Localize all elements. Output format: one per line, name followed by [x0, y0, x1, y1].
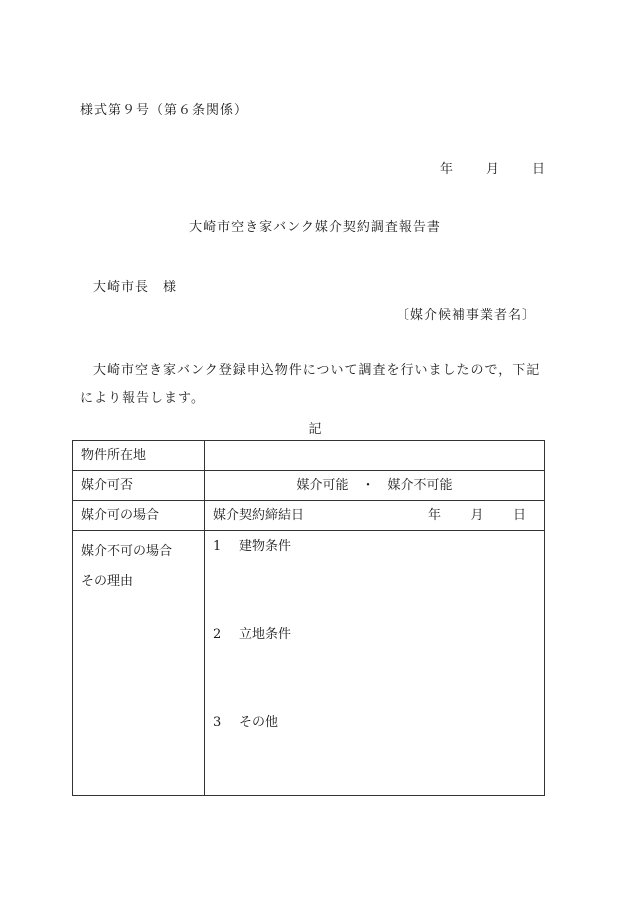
reason-text: 立地条件 — [239, 627, 292, 642]
contract-year-label: 年 — [428, 508, 442, 523]
ki-heading: 記 — [308, 422, 322, 437]
submission-date — [440, 158, 545, 177]
brokerage-possibility-label: 媒介可否 — [73, 471, 205, 501]
date-day-label: 日 — [531, 162, 545, 177]
reason-number: 1 — [213, 539, 222, 554]
reason-item-building — [213, 537, 536, 557]
reason-number: 2 — [213, 627, 222, 642]
document-title: 大崎市空き家バンク媒介契約調査報告書 — [189, 220, 441, 235]
brokerage-impossible-label — [73, 531, 205, 796]
report-table — [72, 440, 545, 796]
table-row-brokerage-impossible — [73, 531, 545, 796]
brokerage-impossible-label-line1: 媒介不可の場合 — [81, 544, 173, 559]
table-row-brokerage-possibility — [73, 471, 545, 501]
date-year-label: 年 — [440, 162, 454, 177]
contract-date-cell — [205, 501, 545, 531]
brokerage-possible-label: 媒介可の場合 — [73, 501, 205, 531]
table-row-brokerage-possible — [73, 501, 545, 531]
date-month-label: 月 — [485, 162, 499, 177]
reason-text: 建物条件 — [239, 539, 292, 554]
location-label: 物件所在地 — [73, 441, 205, 471]
contract-day-label: 日 — [512, 508, 526, 523]
reason-item-location — [213, 625, 536, 645]
reason-list — [205, 531, 545, 796]
table-row-location — [73, 441, 545, 471]
brokerage-possibility-options: 媒介可能 ・ 媒介不可能 — [205, 471, 545, 501]
submitter-name-placeholder: 〔媒介候補事業者名〕 — [396, 308, 537, 323]
addressee: 大崎市長 様 — [93, 280, 178, 295]
reason-text: その他 — [239, 715, 279, 730]
body-text: 大崎市空き家バンク登録申込物件について調査を行いましたので，下記により報告します。 — [80, 363, 541, 406]
reason-number: 3 — [213, 715, 222, 730]
contract-date-label: 媒介契約締結日 — [213, 508, 305, 523]
contract-month-label: 月 — [470, 508, 484, 523]
form-number: 様式第９号（第６条関係） — [80, 103, 249, 118]
location-value — [205, 441, 545, 471]
reason-item-other — [213, 713, 536, 733]
brokerage-impossible-label-line2: その理由 — [81, 574, 134, 589]
